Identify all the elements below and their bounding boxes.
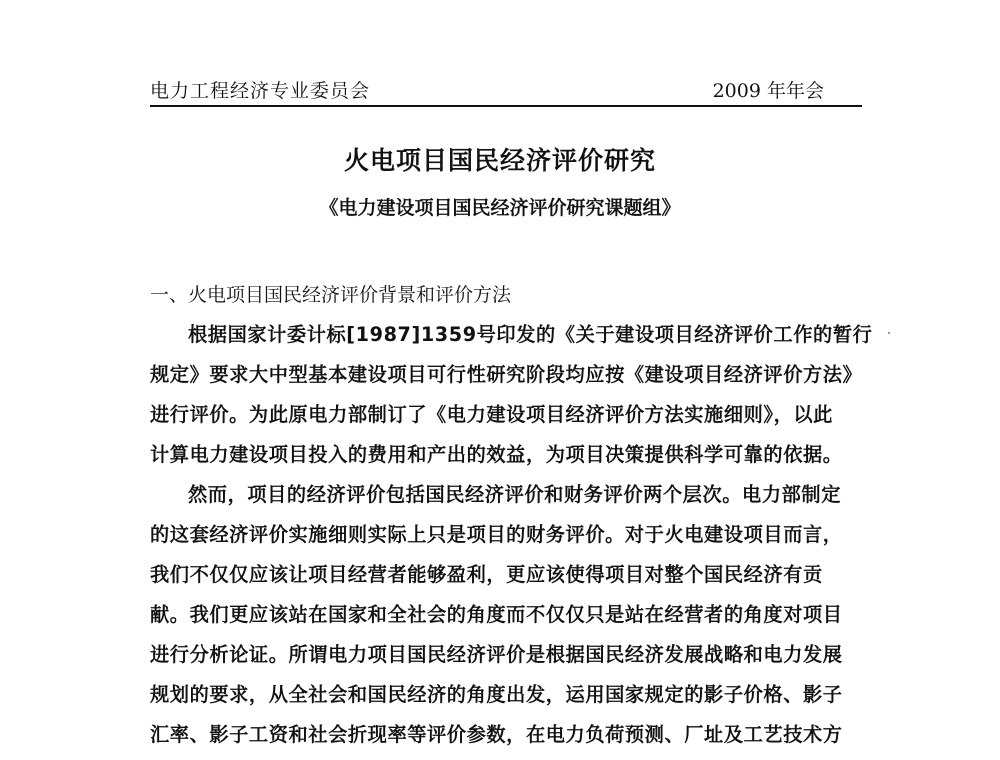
paragraph-line: 进行分析论证。所谓电力项目国民经济评价是根据国民经济发展战略和电力发展 <box>150 643 843 666</box>
section-heading: 一、火电项目国民经济评价背景和评价方法 <box>150 284 512 306</box>
paragraph-line: 我们不仅仅应该让项目经营者能够盈利，更应该使得项目对整个国民经济有贡 <box>150 563 823 586</box>
running-header <box>150 76 862 104</box>
paragraph-line: 的这套经济评价实施细则实际上只是项目的财务评价。对于火电建设项目而言， <box>150 523 843 546</box>
header-conference-year: 2009 年年会 <box>712 80 824 102</box>
paragraph-line: 然而，项目的经济评价包括国民经济评价和财务评价两个层次。电力部制定 <box>188 483 841 506</box>
paragraph-line: 规划的要求，从全社会和国民经济的角度出发，运用国家规定的影子价格、影子 <box>150 683 843 706</box>
paragraph-line: 进行评价。为此原电力部制订了《电力建设项目经济评价方法实施细则》，以此 <box>150 403 833 426</box>
paragraph-line: 计算电力建设项目投入的费用和产出的效益，为项目决策提供科学可靠的依据。 <box>150 443 843 466</box>
paragraph-line: 规定》要求大中型基本建设项目可行性研究阶段均应按《建设项目经济评价方法》 <box>150 363 863 386</box>
header-organization: 电力工程经济专业委员会 <box>150 80 371 102</box>
scan-speck <box>888 332 890 334</box>
paragraph-line: 献。我们更应该站在国家和全社会的角度而不仅仅只是站在经营者的角度对项目 <box>150 603 843 626</box>
header-divider <box>150 105 862 107</box>
paper-title: 火电项目国民经济评价研究 <box>343 146 656 175</box>
paragraph-line: 根据国家计委计标[1987]1359号印发的《关于建设项目经济评价工作的暂行 <box>188 323 873 346</box>
paper-author-group: 《电力建设项目国民经济评价研究课题组》 <box>319 197 681 219</box>
paragraph-line: 汇率、影子工资和社会折现率等评价参数，在电力负荷预测、厂址及工艺技术方 <box>150 723 843 746</box>
